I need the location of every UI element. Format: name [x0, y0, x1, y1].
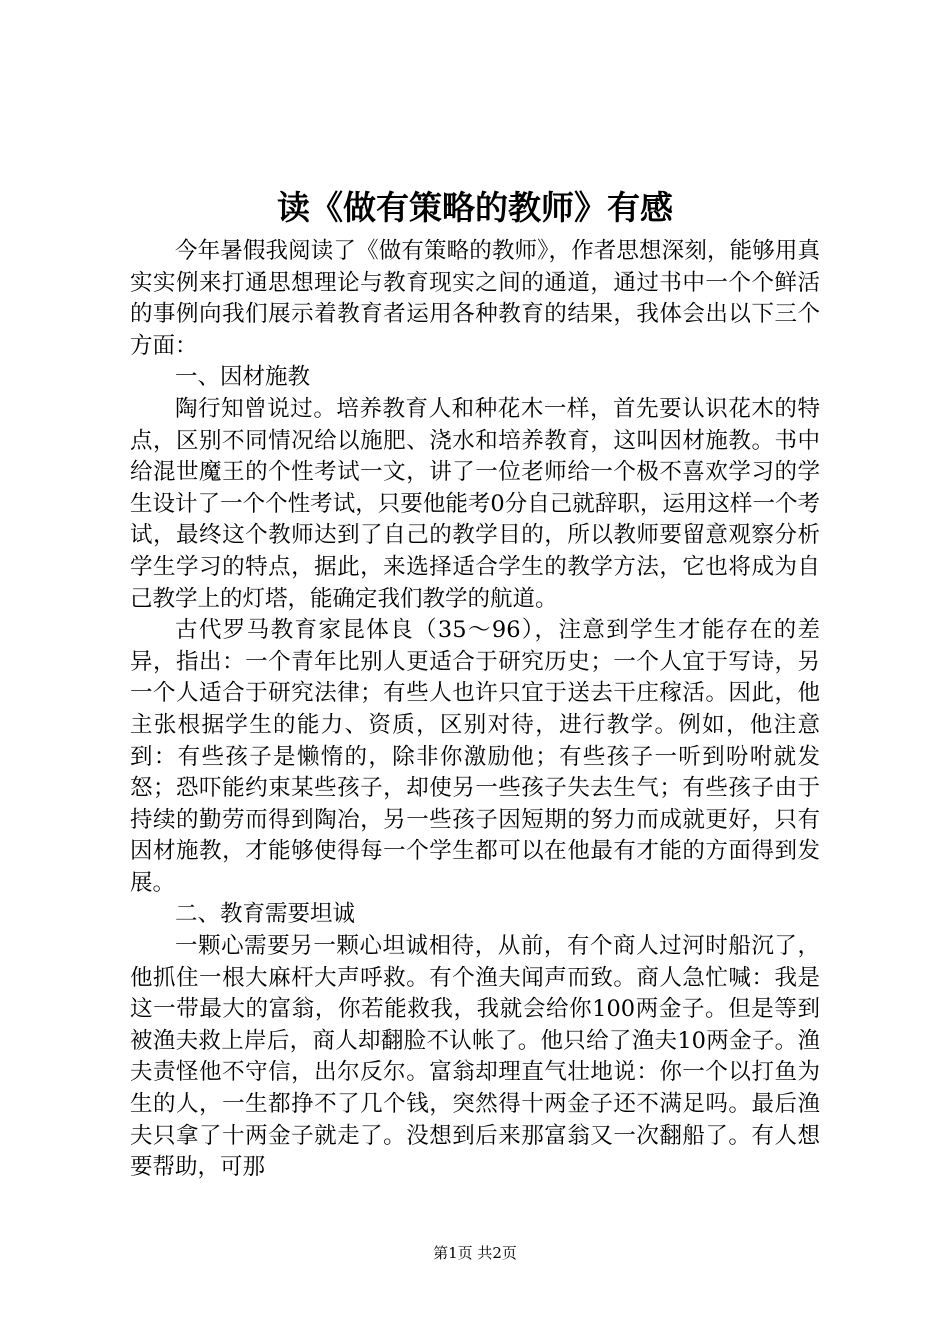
paragraph-merchant-story: 一颗心需要另一颗心坦诚相待，从前，有个商人过河时船沉了，他抓住一根大麻杆大声呼救。有个渔夫闻声而致。商人急忙喊：我是这一带最大的富翁，你若能救我，我就会给你100两金子。但是等到被渔夫救上岸后，商人却翻脸不认帐了。他只给了渔夫10两金子。渔夫责怪他不守信，出尔反尔。富翁却理直气壮地说：你一个以打鱼为生的人，一生都挣不了几个钱，突然得十两金子还不满足吗。最后渔夫只拿了十两金子就走了。没想到后来那富翁又一次翻船了。有人想要帮助，可那	[130, 933, 820, 1181]
document-body	[130, 236, 820, 1184]
paragraph-quintilian: 古代罗马教育家昆体良（35～96），注意到学生才能存在的差异，指出：一个青年比别人更适合于研究历史；一个人宜于写诗，另一个人适合于研究法律；有些人也许只宜于送去干庄稼活。因此，他主张根据学生的能力、资质，区别对待，进行教学。例如，他注意到：有些孩子是懒惰的，除非你激励他；有些孩子一听到吩咐就发怒；恐吓能约束某些孩子，却使另一些孩子失去生气；有些孩子由于持续的勤劳而得到陶冶，另一些孩子因短期的努力而成就更好，只有因材施教，才能够使得每一个学生都可以在他最有才能的方面得到发展。	[130, 617, 820, 896]
paragraph-tao-xingzhi: 陶行知曾说过。培养教育人和种花木一样，首先要认识花木的特点，区别不同情况给以施肥、浇水和培养教育，这叫因材施教。书中给混世魔王的个性考试一文，讲了一位老师给一个极不喜欢学习的学生设计了一个个性考试，只要他能考0分自己就辞职，运用这样一个考试，最终这个教师达到了自己的教学目的，所以教师要留意观察分析学生学习的特点，据此，来选择适合学生的教学方法，它也将成为自己教学上的灯塔，能确定我们教学的航道。	[130, 395, 820, 612]
document-title: 读《做有策略的教师》有感	[277, 188, 673, 227]
paragraph-intro: 今年暑假我阅读了《做有策略的教师》，作者思想深刻，能够用真实实例来打通思想理论与教育现实之间的通道，通过书中一个个鲜活的事例向我们展示着教育者运用各种教育的结果，我体会出以下三个方面：	[130, 238, 820, 359]
section-heading-2: 二、教育需要坦诚	[175, 901, 356, 928]
section-heading-1: 一、因材施教	[175, 364, 311, 391]
page-footer: 第1页 共2页	[433, 1244, 517, 1262]
